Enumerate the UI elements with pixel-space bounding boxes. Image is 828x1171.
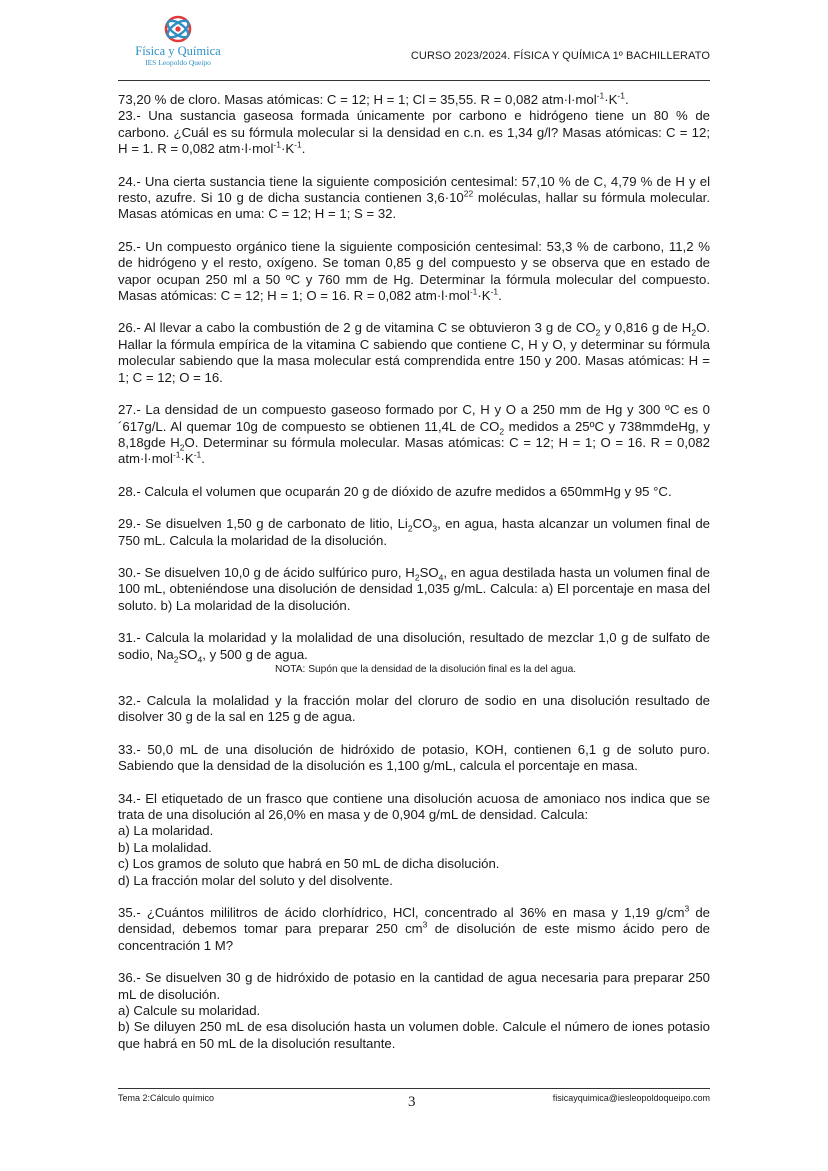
exercise-36-item-b: b) Se diluyen 250 mL de esa disolución hasta un volumen doble. Calcule el número de iones potasio que habrá en 50 mL de la disolución resultante. bbox=[118, 1019, 710, 1051]
exercise-27: 27.- La densidad de un compuesto gaseoso formado por C, H y O a 250 mm de Hg y 300 ºC es 0´617g/L. Al quemar 10g de compuesto se obtienen 11,4L de $CO_2$ medidos a 25ºC y 738mmdeHg, y 8,18gde $H_2O$. Determinar su fórmula molecular. Masas atómicas: C = 12; H = 1; O = 16. R = 0,082 $atm\cdot l\cdot mol^{-1}\cdot K^{-1}$. bbox=[118, 402, 711, 467]
footer-email: fisicayquimica@iesleopoldoqueipo.com bbox=[552, 1093, 710, 1103]
exercise-31: 31.- Calcula la molaridad y la molalidad de una disolución, resultado de mezclar 1,0 g de sulfato de sodio, $Na_2SO_4$, y 500 g de agua. bbox=[118, 630, 710, 665]
logo-subtitle: IES Leopoldo Queipo bbox=[145, 58, 211, 67]
exercise-32: 32.- Calcula la molalidad y la fracción molar del cloruro de sodio en una disolución resultado de disolver 30 g de la sal en 125 g de agua. bbox=[118, 692, 710, 725]
exercise-36: 36.- Se disuelven 30 g de hidróxido de potasio en la cantidad de agua necesaria para preparar 250 mL de disolución. bbox=[118, 970, 710, 1002]
exercise-29: 29.- Se disuelven 1,50 g de carbonato de litio, $Li_2CO_3$, en agua, hasta alcanzar un volumen final de 750 mL. Calcula la molaridad de la disolución. bbox=[118, 516, 710, 548]
exercise-26: 26.- Al llevar a cabo la combustión de 2 g de vitamina C se obtuvieron 3 g de $CO_2$ y 0,816 g de $H_2O$. Hallar la fórmula empírica de la vitamina C sabiendo que contiene C, H y O, y determinar su fórmula molecular sabiendo que la masa molecular está comprendida entre 150 y 200. Masas atómicas: H = 1; C = 12; O = 16. bbox=[118, 320, 710, 385]
exercise-list bbox=[118, 92, 710, 1052]
exercise-34: 34.- El etiquetado de un frasco que contiene una disolución acuosa de amoniaco nos indica que se trata de una disolución al 26,0% en masa y de 0,904 g/mL de densidad. Calcula: bbox=[118, 790, 710, 822]
page-number: 3 bbox=[408, 1094, 416, 1110]
page-header bbox=[118, 14, 710, 78]
exercise-34-item-d: d) La fracción molar del soluto y del disolvente. bbox=[118, 872, 393, 888]
header-rule bbox=[118, 80, 710, 81]
atom-logo-icon bbox=[163, 14, 193, 44]
logo-title: Física y Química bbox=[135, 44, 221, 58]
exercise-24: 24.- Una cierta sustancia tiene la siguiente composición centesimal: 57,10 % de C, 4,79 % de H y el resto, azufre. Si 10 g de dicha sustancia contienen $3,6\cdot 10^{22}$ moléculas, hallar su fórmula molecular. Masas atómicas en uma: C = 12; H = 1; S = 32. bbox=[118, 173, 710, 222]
exercise-33: 33.- 50,0 mL de una disolución de hidróxido de potasio, KOH, contienen 6,1 g de soluto puro. Sabiendo que la densidad de la disolución es 1,100 g/mL, calcula el porcentaje en masa. bbox=[118, 741, 710, 774]
exercise-35: 35.- ¿Cuántos mililitros de ácido clorhídrico, HCl, concentrado al 36% en masa y 1,19 $g/cm^3$ de densidad, debemos tomar para preparar 250 $cm^3$ de disolución de este mismo ácido pero de concentración 1 M? bbox=[118, 903, 710, 953]
exercise-31-note: NOTA: Supón que la densidad de la disolución final es la del agua. bbox=[275, 663, 577, 675]
footer-topic: Tema 2:Cálculo químico bbox=[118, 1093, 215, 1103]
exercise-25: 25.- Un compuesto orgánico tiene la siguiente composición centesimal: 53,3 % de carbono, 11,2 % de hidrógeno y el resto, oxígeno. Se toman 0,85 g del compuesto y se observa que en estado de vapor ocupan 250 ml a 50 ºC y 760 mm de Hg. Determinar la fórmula molecular del compuesto. Masas atómicas: C = 12; H = 1; O = 16. R = 0,082 $atm\cdot l\cdot mol^{-1}\cdot K^{-1}$. bbox=[118, 238, 710, 304]
exercise-34-item-a: a) La molaridad. bbox=[118, 823, 214, 839]
exercise-22-tail: 73,20 % de cloro. Masas atómicas: C = 12; H = 1; Cl = 35,55. R = 0,082 $atm\cdot l\cdot mol^{-1}\cdot K^{-1}$. bbox=[118, 90, 629, 107]
page-footer bbox=[118, 1088, 710, 1113]
exercise-23: 23.- Una sustancia gaseosa formada únicamente por carbono e hidrógeno tiene un 80 % de carbono. ¿Cuál es su fórmula molecular si la densidad en c.n. es 1,34 g/l? Masas atómicas: C = 12; H = 1. R = 0,082 $atm\cdot l\cdot mol^{-1}\cdot K^{-1}$. bbox=[118, 108, 710, 157]
school-logo bbox=[128, 14, 228, 76]
course-title: CURSO 2023/2024. FÍSICA Y QUÍMICA 1º BACHILLERATO bbox=[410, 50, 710, 62]
exercise-34-item-b: b) La molalidad. bbox=[118, 839, 212, 855]
exercise-30: 30.- Se disuelven 10,0 g de ácido sulfúrico puro, $H_2SO_4$, en agua destilada hasta un volumen final de 100 mL, obteniéndose una disolución de densidad 1,035 g/mL. Calcula: a) El porcentaje en masa del soluto. b) La molaridad de la disolución. bbox=[118, 564, 710, 613]
exercise-36-item-a: a) Calcule su molaridad. bbox=[118, 1003, 261, 1019]
exercise-28: 28.- Calcula el volumen que ocuparán 20 g de dióxido de azufre medidos a 650mmHg y 95 °C. bbox=[118, 483, 672, 499]
exercise-34-item-c: c) Los gramos de soluto que habrá en 50 mL de dicha disolución. bbox=[118, 856, 500, 872]
